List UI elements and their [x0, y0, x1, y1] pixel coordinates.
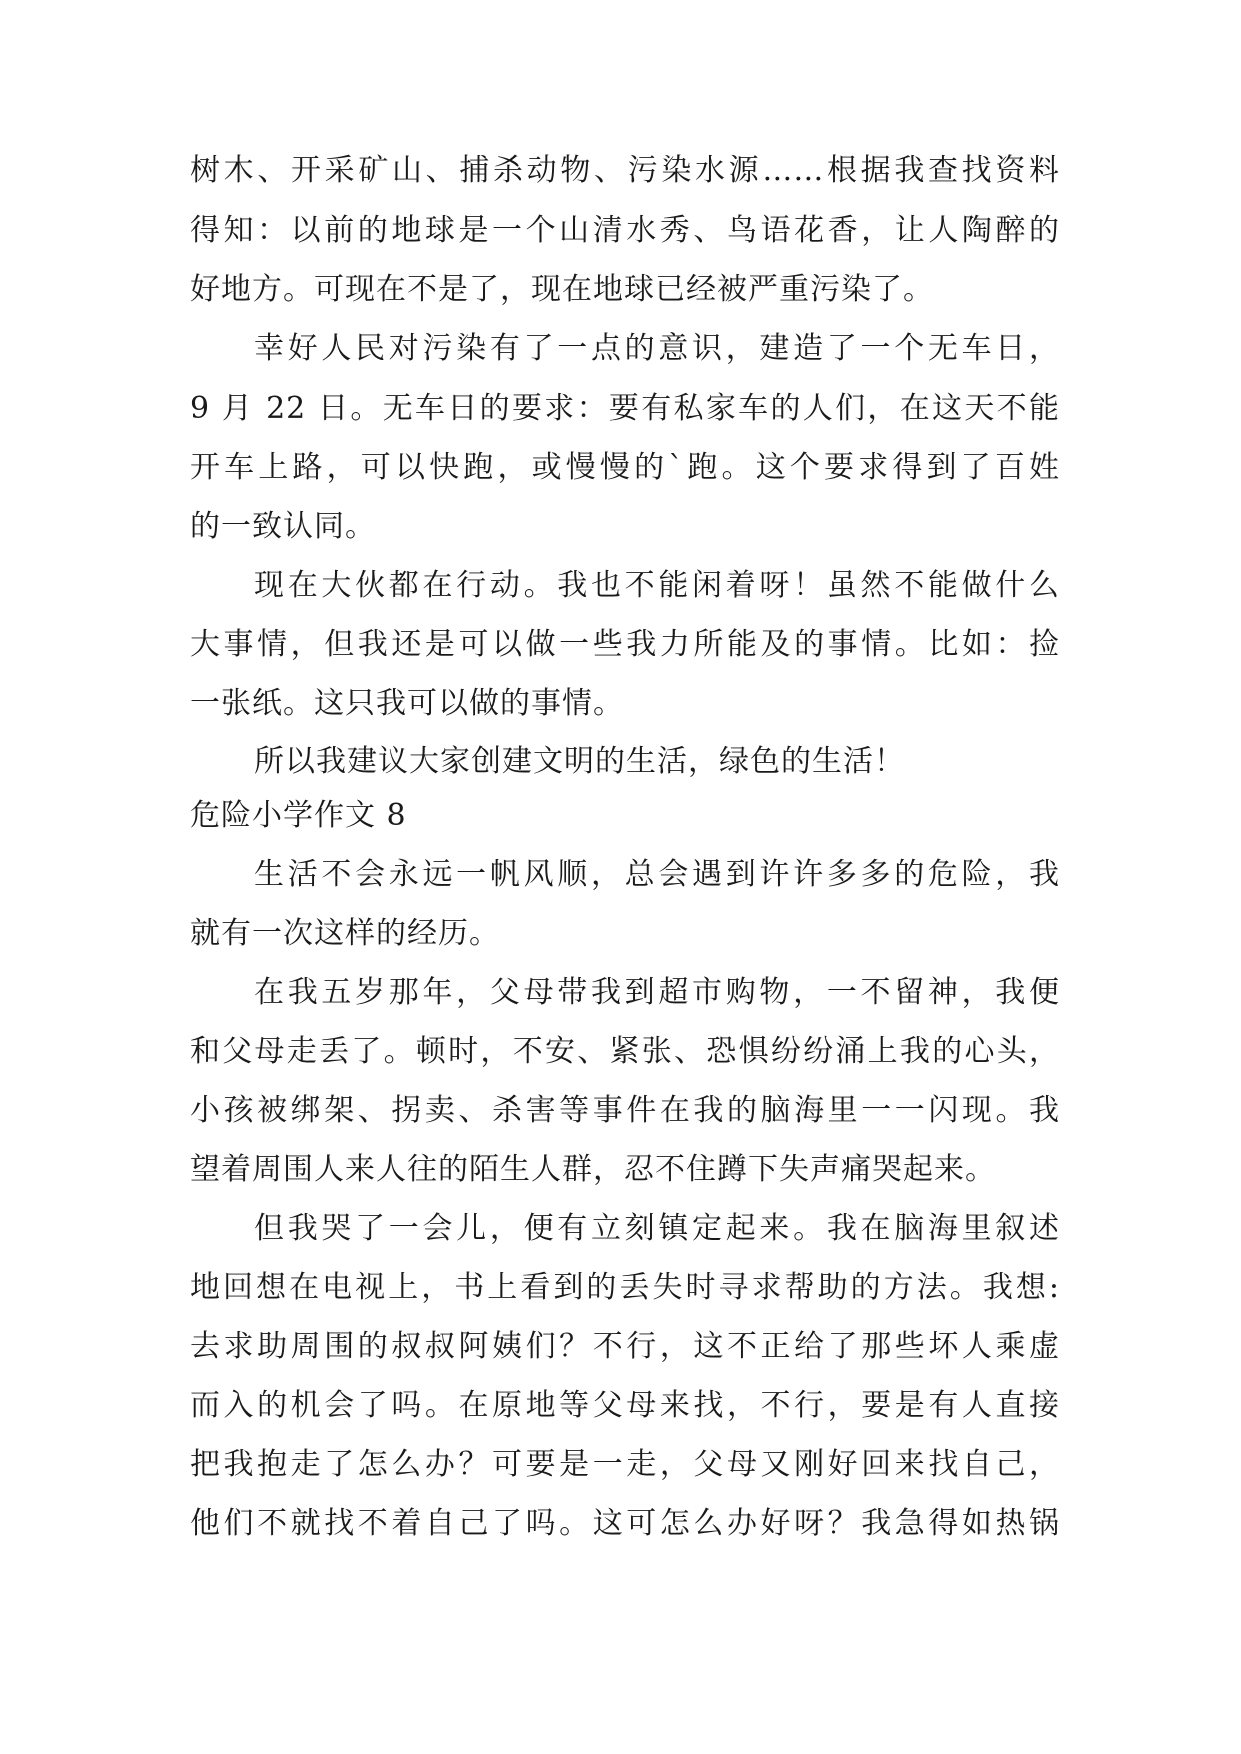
text-line: 他们不就找不着自己了吗。这可怎么办好呀？我急得如热锅: [190, 1506, 1060, 1541]
text-line: 而入的机会了吗。在原地等父母来找，不行，要是有人直接: [190, 1388, 1060, 1423]
text-line: 地回想在电视上，书上看到的丢失时寻求帮助的方法。我想:: [190, 1270, 1060, 1305]
text-line: 小孩被绑架、拐卖、杀害等事件在我的脑海里一一闪现。我: [190, 1093, 1060, 1128]
text-line: 生活不会永远一帆风顺，总会遇到许许多多的危险，我: [254, 857, 1060, 892]
text-line: 但我哭了一会儿，便有立刻镇定起来。我在脑海里叙述: [254, 1211, 1060, 1246]
text-line: 树木、开采矿山、捕杀动物、污染水源……根据我查找资料: [190, 153, 1060, 188]
text-line: 现在大伙都在行动。我也不能闲着呀！虽然不能做什么: [254, 568, 1060, 603]
text-line: 所以我建议大家创建文明的生活，绿色的生活！: [254, 744, 905, 779]
section-heading: 危险小学作文 8: [190, 798, 407, 833]
text-line: 去求助周围的叔叔阿姨们？不行，这不正给了那些坏人乘虚: [190, 1329, 1060, 1364]
text-line: 得知：以前的地球是一个山清水秀、鸟语花香，让人陶醉的: [190, 213, 1060, 248]
text-line: 开车上路，可以快跑，或慢慢的`跑。这个要求得到了百姓: [190, 450, 1060, 485]
text-line: 把我抱走了怎么办？可要是一走，父母又刚好回来找自己，: [190, 1447, 1060, 1482]
text-line: 好地方。可现在不是了，现在地球已经被严重污染了。: [190, 272, 934, 307]
text-line: 9 月 22 日。无车日的要求：要有私家车的人们，在这天不能: [190, 391, 1060, 426]
text-line: 大事情，但我还是可以做一些我力所能及的事情。比如：捡: [190, 627, 1060, 662]
text-line: 望着周围人来人往的陌生人群，忍不住蹲下失声痛哭起来。: [190, 1152, 996, 1187]
text-line: 就有一次这样的经历。: [190, 916, 500, 951]
text-line: 一张纸。这只我可以做的事情。: [190, 686, 624, 721]
text-line: 的一致认同。: [190, 509, 376, 544]
text-line: 幸好人民对污染有了一点的意识，建造了一个无车日，: [254, 331, 1060, 366]
text-line: 在我五岁那年，父母带我到超市购物，一不留神，我便: [254, 975, 1060, 1010]
text-line: 和父母走丢了。顿时，不安、紧张、恐惧纷纷涌上我的心头，: [190, 1034, 1060, 1069]
